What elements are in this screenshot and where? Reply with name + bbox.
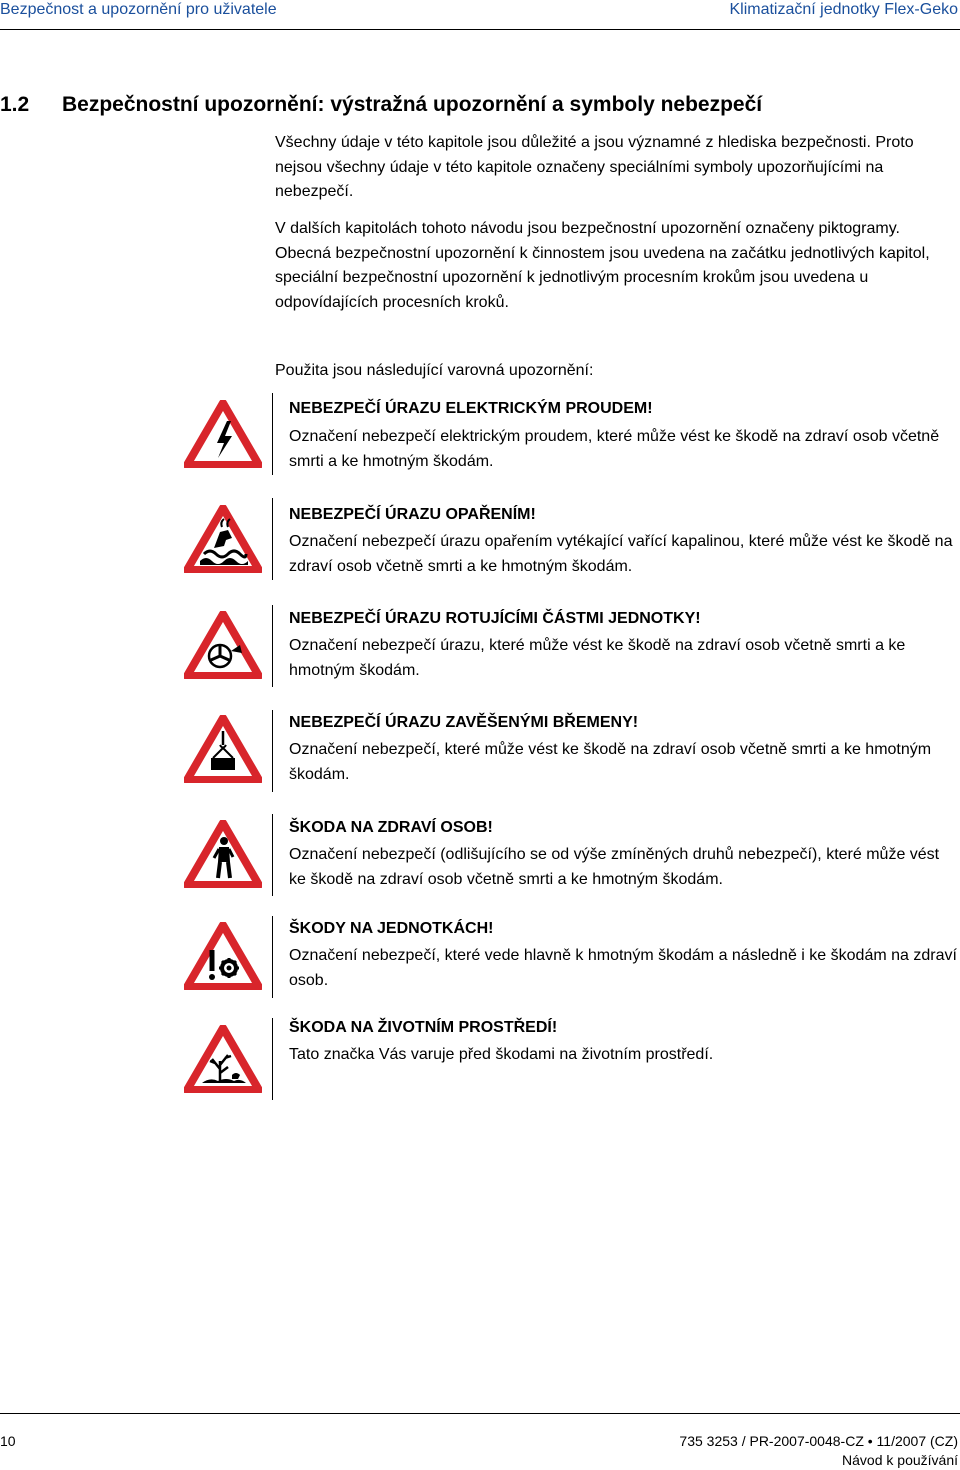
environment-damage-icon bbox=[184, 1025, 262, 1093]
equipment-damage-icon bbox=[184, 922, 262, 990]
warning-title: ŠKODA NA ŽIVOTNÍM PROSTŘEDÍ! bbox=[289, 1019, 558, 1036]
warning-text: Označení nebezpečí (odlišujícího se od výše zmíněných druhů nebezpečí), které může vést ke škodě na zdraví osob včetně smrti a ke hmotným škodám. bbox=[289, 846, 940, 888]
page-number: 10 bbox=[0, 1433, 16, 1449]
document-number: 735 3253 / PR-2007-0048-CZ • 11/2007 (CZ) bbox=[679, 1433, 958, 1449]
section-title: Bezpečnostní upozornění: výstražná upozornění a symboly nebezpečí bbox=[62, 93, 763, 116]
warning-divider bbox=[272, 498, 273, 580]
document-type: Návod k používání bbox=[842, 1452, 958, 1468]
warning-text: Tato značka Vás varuje před škodami na životním prostředí. bbox=[289, 1046, 714, 1063]
footer-divider bbox=[0, 1413, 960, 1414]
running-header-left: Bezpečnost a upozornění pro uživatele bbox=[0, 1, 277, 18]
warning-title: ŠKODY NA JEDNOTKÁCH! bbox=[289, 920, 494, 937]
warning-divider bbox=[272, 916, 273, 998]
warning-title: NEBEZPEČÍ ÚRAZU OPAŘENÍM! bbox=[289, 506, 536, 523]
running-header-right: Klimatizační jednotky Flex-Geko bbox=[729, 1, 958, 18]
warning-title: NEBEZPEČÍ ÚRAZU ZAVĚŠENÝMI BŘEMENY! bbox=[289, 714, 639, 731]
person-hazard-icon bbox=[184, 820, 262, 888]
scalding-liquid-icon bbox=[184, 505, 262, 573]
header-divider bbox=[0, 29, 960, 30]
warning-title: NEBEZPEČÍ ÚRAZU ELEKTRICKÝM PROUDEM! bbox=[289, 400, 653, 417]
warning-text: Označení nebezpečí úrazu opařením vytékající vařící kapalinou, které může vést ke škodě na zdraví osob včetně smrti a ke hmotným škodám. bbox=[289, 533, 953, 575]
warning-divider bbox=[272, 1018, 273, 1100]
warning-divider bbox=[272, 710, 273, 792]
warning-title: ŠKODA NA ZDRAVÍ OSOB! bbox=[289, 819, 493, 836]
suspended-load-icon bbox=[184, 715, 262, 783]
electric-shock-icon bbox=[184, 400, 262, 468]
warning-divider bbox=[272, 605, 273, 687]
warning-title: NEBEZPEČÍ ÚRAZU ROTUJÍCÍMI ČÁSTMI JEDNOTKY! bbox=[289, 610, 701, 627]
intro-paragraph-2: V dalších kapitolách tohoto návodu jsou bezpečnostní upozornění označeny piktogramy. Obecná bezpečnostní upozornění k činnostem jsou uvedena na začátku jednotlivých kapitol, speciální bezpečnostní upozornění k jednotlivým procesním krokům jsou uvedena u odpovídajících procesních kroků. bbox=[275, 220, 930, 311]
rotating-parts-icon bbox=[184, 611, 262, 679]
warning-text: Označení nebezpečí elektrickým proudem, které může vést ke škodě na zdraví osob včetně smrti a ke hmotným škodám. bbox=[289, 428, 940, 470]
warning-divider bbox=[272, 393, 273, 475]
section-number: 1.2 bbox=[0, 93, 30, 116]
warnings-lead-text: Použita jsou následující varovná upozornění: bbox=[275, 362, 594, 379]
warning-text: Označení nebezpečí, které vede hlavně k hmotným škodám a následně i ke škodám na zdraví osob. bbox=[289, 947, 957, 989]
warning-divider bbox=[272, 814, 273, 896]
warning-text: Označení nebezpečí úrazu, které může vést ke škodě na zdraví osob včetně smrti a ke hmotným škodám. bbox=[289, 637, 906, 679]
intro-paragraph-1: Všechny údaje v této kapitole jsou důležité a jsou významné z hlediska bezpečnosti. Proto nejsou všechny údaje v této kapitole označeny speciálními symboly upozorňujícími na nebezpečí. bbox=[275, 134, 914, 200]
section-heading bbox=[0, 92, 762, 118]
warning-text: Označení nebezpečí, které může vést ke škodě na zdraví osob včetně smrti a ke hmotným škodám. bbox=[289, 741, 932, 783]
